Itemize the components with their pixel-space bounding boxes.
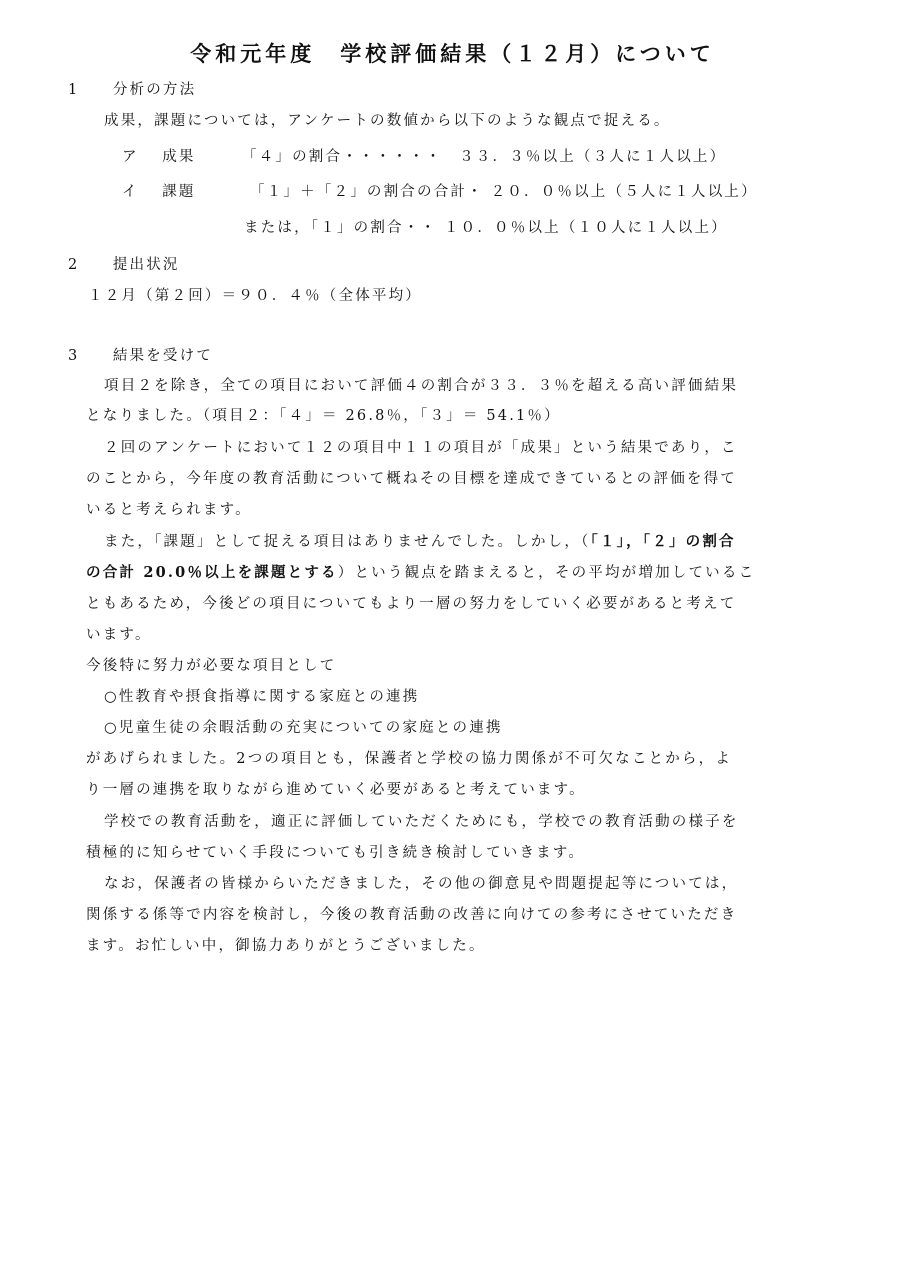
paragraph-line: となりました。（項目２：「４」＝ 26.8％，「３」＝ 54.1％） [86, 408, 561, 424]
paragraph-line: 学校での教育活動を，適正に評価していただくためにも，学校での教育活動の様子を [104, 814, 739, 830]
paragraph-line [104, 532, 736, 552]
criteria-row-success [122, 147, 726, 167]
criteria-label: イ 課題 [122, 184, 196, 200]
paragraph-line: があげられました。2つの項目とも，保護者と学校の協力関係が不可欠なことから，よ [86, 751, 733, 767]
paragraph-line [86, 563, 755, 583]
section1-intro: 成果，課題については，アンケートの数値から以下のような観点で捉える。 [104, 113, 671, 129]
criteria-label: ア 成果 [122, 149, 196, 165]
focus-item: ○性教育や摂食指導に関する家庭との連携 [104, 689, 420, 705]
focus-item: ○児童生徒の余暇活動の充実についての家庭との連携 [104, 720, 503, 736]
paragraph-line: いると考えられます。 [86, 502, 252, 518]
paragraph-text: また，「課題」として捉える項目はありませんでした。しかし，（ [104, 534, 591, 550]
criteria-text: 「４」の割合・・・・・・ ３３．３％以上（３人に１人以上） [242, 149, 727, 165]
section1-heading: 1 分析の方法 [68, 82, 197, 98]
paragraph-line: のことから，今年度の教育活動について概ねその目標を達成できているとの評価を得て [86, 471, 738, 487]
page-title: 令和元年度 学校評価結果（１２月）について [190, 42, 715, 66]
paragraph-line: なお，保護者の皆様からいただきました，その他の御意見や問題提起等については， [104, 876, 739, 892]
paragraph-line: 積極的に知らせていく手段についても引き続き検討していきます。 [86, 845, 586, 861]
section2-heading: 2 提出状況 [68, 257, 180, 273]
paragraph-line: ともあるため，今後どの項目についてもより一層の努力をしていく必要があると考えて [86, 596, 737, 612]
paragraph-line: ます。お忙しい中，御協力ありがとうございました。 [86, 938, 486, 954]
paragraph-line: ２回のアンケートにおいて１２の項目中１１の項目が「成果」という結果であり，こ [104, 440, 738, 456]
emphasis-text: 「１」，「２」の割合 [590, 533, 736, 550]
criteria-row-issue-alt: または，「１」の割合・・ １０．０％以上（１０人に１人以上） [244, 220, 728, 236]
paragraph-line: 関係する係等で内容を検討し，今後の教育活動の改善に向けての参考にさせていただき [86, 907, 738, 923]
criteria-row-issue [122, 182, 758, 202]
focus-intro: 今後特に努力が必要な項目として [86, 658, 337, 674]
criteria-text: 「１」＋「２」の割合の合計・ ２０．０％以上（５人に１人以上） [250, 184, 758, 200]
section3-heading: 3 結果を受けて [68, 348, 214, 364]
submission-status: １２月（第２回）＝９０．４％（全体平均） [88, 288, 422, 304]
paragraph-line: 項目２を除き，全ての項目において評価４の割合が３３．３％を超える高い評価結果 [104, 378, 739, 394]
emphasis-text: の合計 20.0％以上を課題とする [86, 564, 338, 581]
paragraph-text: ）という観点を踏まえると，その平均が増加しているこ [337, 565, 756, 581]
paragraph-line: り一層の連携を取りながら進めていく必要があると考えています。 [86, 782, 586, 798]
paragraph-line: います。 [86, 627, 152, 643]
